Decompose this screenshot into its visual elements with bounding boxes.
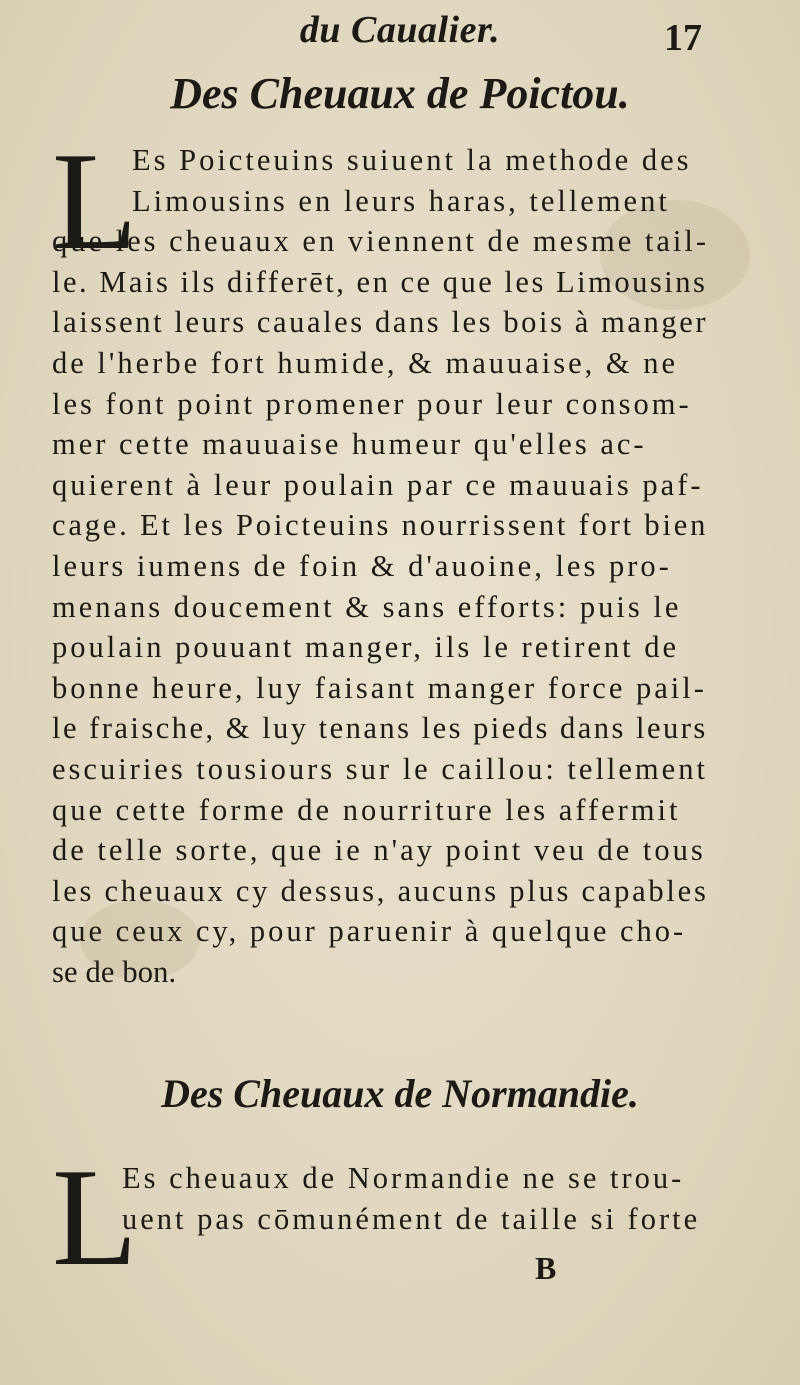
drop-cap: L	[52, 1140, 138, 1295]
text-line: leurs iumens de foin & d'auoine, les pro-	[52, 549, 672, 583]
section-title-normandie: Des Cheuaux de Normandie.	[161, 1071, 639, 1116]
text-line: Es Poicteuins suiuent la methode des	[132, 143, 692, 177]
text-line: cage. Et les Poicteuins nourrissent fort bien	[52, 508, 709, 543]
text-line: uent pas cōmunément de taille si forte	[122, 1201, 701, 1236]
text-line: les font point promener pour leur consom-	[52, 386, 692, 421]
catchword: B	[535, 1250, 557, 1286]
text-line: poulain pouuant manger, ils le retirent de	[52, 630, 680, 665]
text-line: laissent leurs cauales dans les bois à manger	[52, 305, 709, 340]
text-line: que ceux cy, pour paruenir à quelque cho-	[52, 914, 687, 949]
text-line: menans doucement & sans efforts: puis le	[52, 589, 682, 624]
text-line: escuiries tousiours sur le caillou: tellement	[52, 752, 708, 786]
page-number: 17	[664, 17, 702, 59]
text-line: se de bon.	[52, 955, 177, 989]
drop-cap: L	[52, 124, 138, 279]
text-line: mer cette mauuaise humeur qu'elles ac-	[52, 427, 647, 462]
text-line: quierent à leur poulain par ce mauuais paf-	[52, 467, 704, 502]
text-line: le fraische, & luy tenans les pieds dans leurs	[52, 711, 708, 746]
text-line: de telle sorte, que ie n'ay point veu de tous	[52, 833, 706, 868]
running-head: du Caualier.	[299, 9, 501, 51]
text-line: bonne heure, luy faisant manger force pail-	[52, 670, 707, 705]
text-line: Es cheuaux de Normandie ne se trou-	[122, 1161, 685, 1195]
text-line: les cheuaux cy dessus, aucuns plus capables	[52, 873, 709, 908]
text-line: que cette forme de nourriture les affermit	[52, 792, 681, 827]
text-line: Limousins en leurs haras, tellement	[132, 183, 670, 218]
text-line: de l'herbe fort humide, & mauuaise, & ne	[52, 346, 679, 380]
text-line: que les cheuaux en viennent de mesme tail-	[52, 224, 710, 259]
section-title-poictou: Des Cheuaux de Poictou.	[170, 69, 630, 118]
text-line: le. Mais ils differēt, en ce que les Limousins	[52, 264, 708, 299]
